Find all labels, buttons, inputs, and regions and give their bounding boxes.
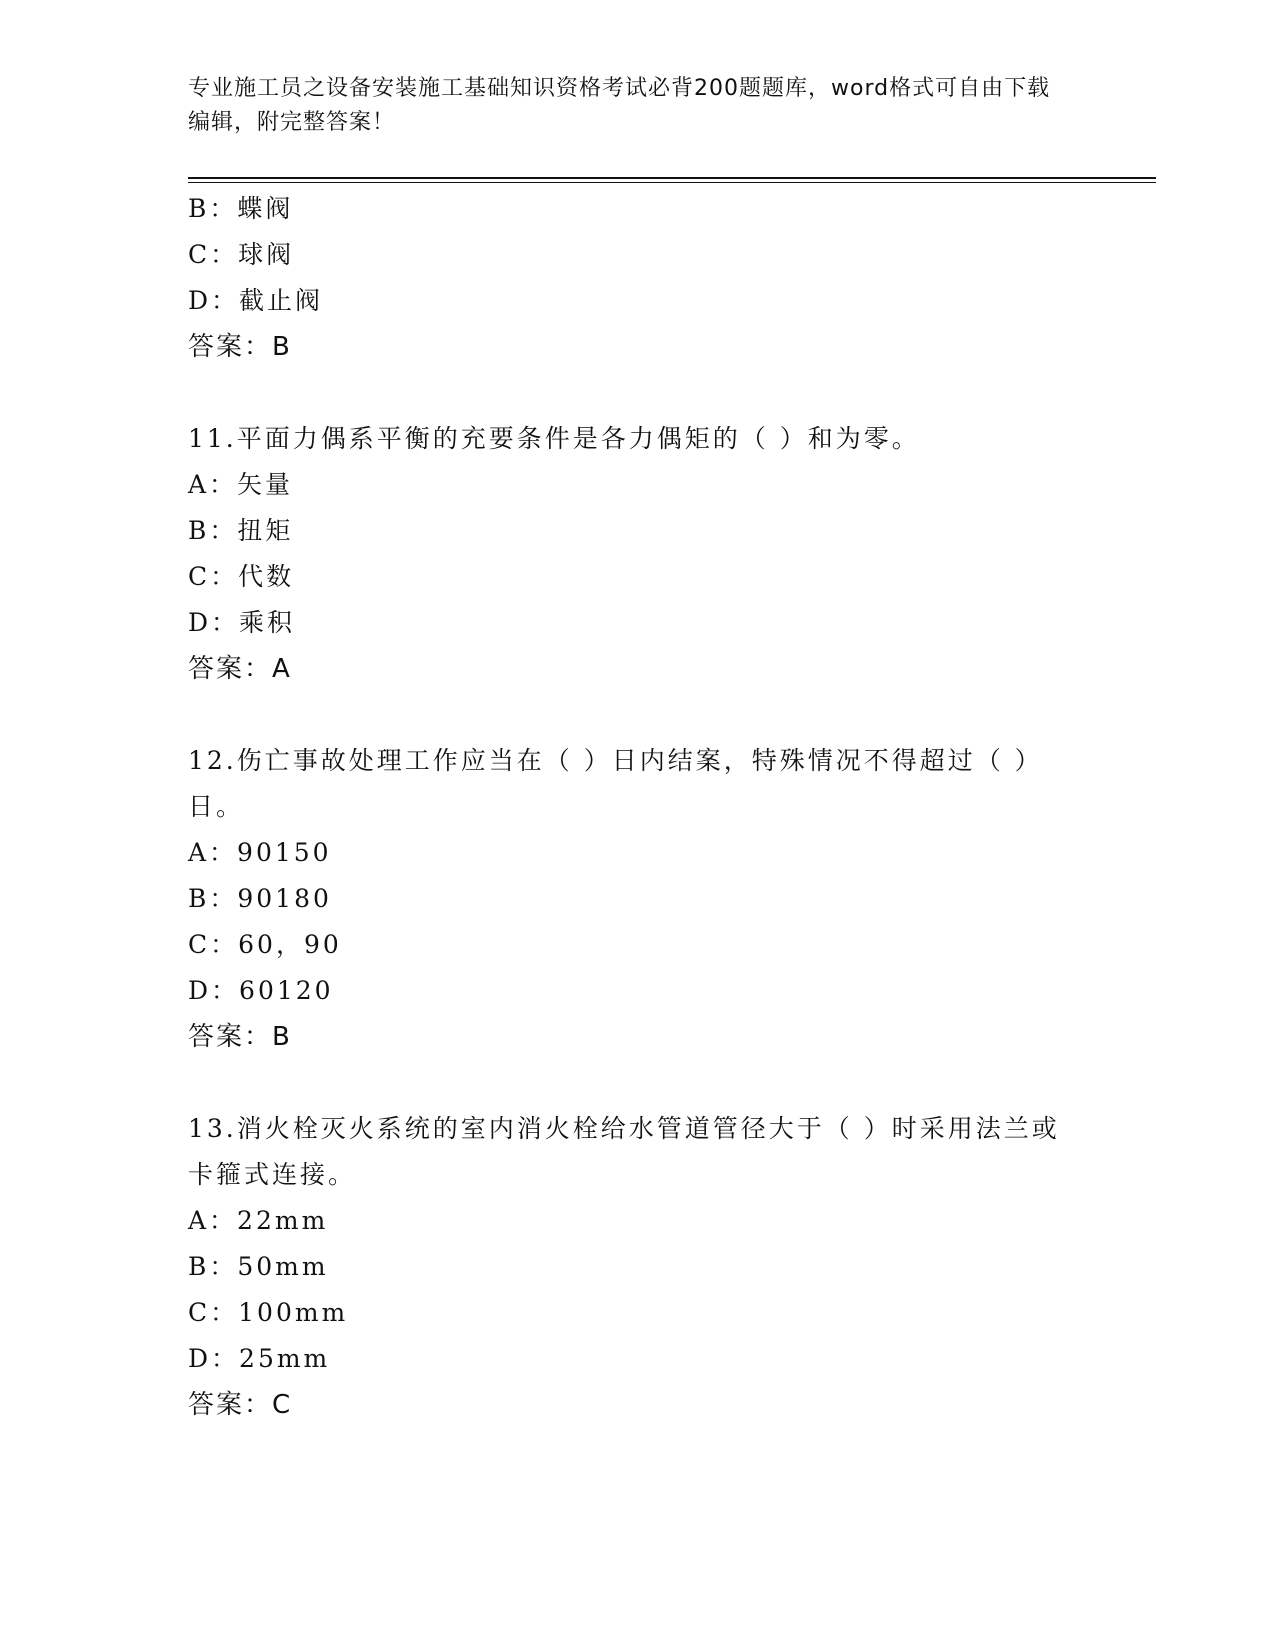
header-rule-thin: [188, 182, 1156, 183]
question-block-12: [188, 738, 1068, 1060]
spacer: [188, 370, 1068, 416]
option-c: C：100mm: [188, 1298, 349, 1327]
option-a: A：22mm: [188, 1206, 329, 1235]
spacer: [188, 1060, 1068, 1106]
option-b: B：扭矩: [188, 516, 294, 545]
option-a: A：90150: [188, 838, 332, 867]
option-c: C：球阀: [188, 240, 295, 269]
header-rule-thick: [188, 177, 1156, 179]
question-text: 13.消火栓灭火系统的室内消火栓给水管道管径大于（ ）时采用法兰或卡箍式连接。: [188, 1114, 1060, 1189]
page-header: 专业施工员之设备安装施工基础知识资格考试必背200题题库，word格式可自由下载编辑，附完整答案！: [188, 76, 1051, 135]
answer-line: 答案：C: [188, 1390, 293, 1420]
question-block-11: [188, 416, 1068, 692]
option-d: D：25mm: [188, 1344, 331, 1373]
option-d: D：乘积: [188, 608, 296, 637]
option-c: C：代数: [188, 562, 295, 591]
option-d: D：截止阀: [188, 286, 324, 315]
question-text: 11.平面力偶系平衡的充要条件是各力偶矩的（ ）和为零。: [188, 424, 920, 453]
option-c: C：60，90: [188, 930, 342, 959]
option-b: B：蝶阀: [188, 194, 294, 223]
option-b: B：50mm: [188, 1252, 329, 1281]
option-b: B：90180: [188, 884, 332, 913]
answer-line: 答案：B: [188, 1022, 292, 1052]
question-block-10: [188, 186, 1068, 370]
spacer: [188, 692, 1068, 738]
option-a: A：矢量: [188, 470, 294, 499]
answer-line: 答案：B: [188, 332, 292, 362]
question-text: 12.伤亡事故处理工作应当在（ ）日内结案，特殊情况不得超过（ ）日。: [188, 746, 1043, 821]
question-block-13: [188, 1106, 1068, 1428]
option-d: D：60120: [188, 976, 334, 1005]
answer-line: 答案：A: [188, 654, 292, 684]
question-list: [188, 186, 1068, 1428]
